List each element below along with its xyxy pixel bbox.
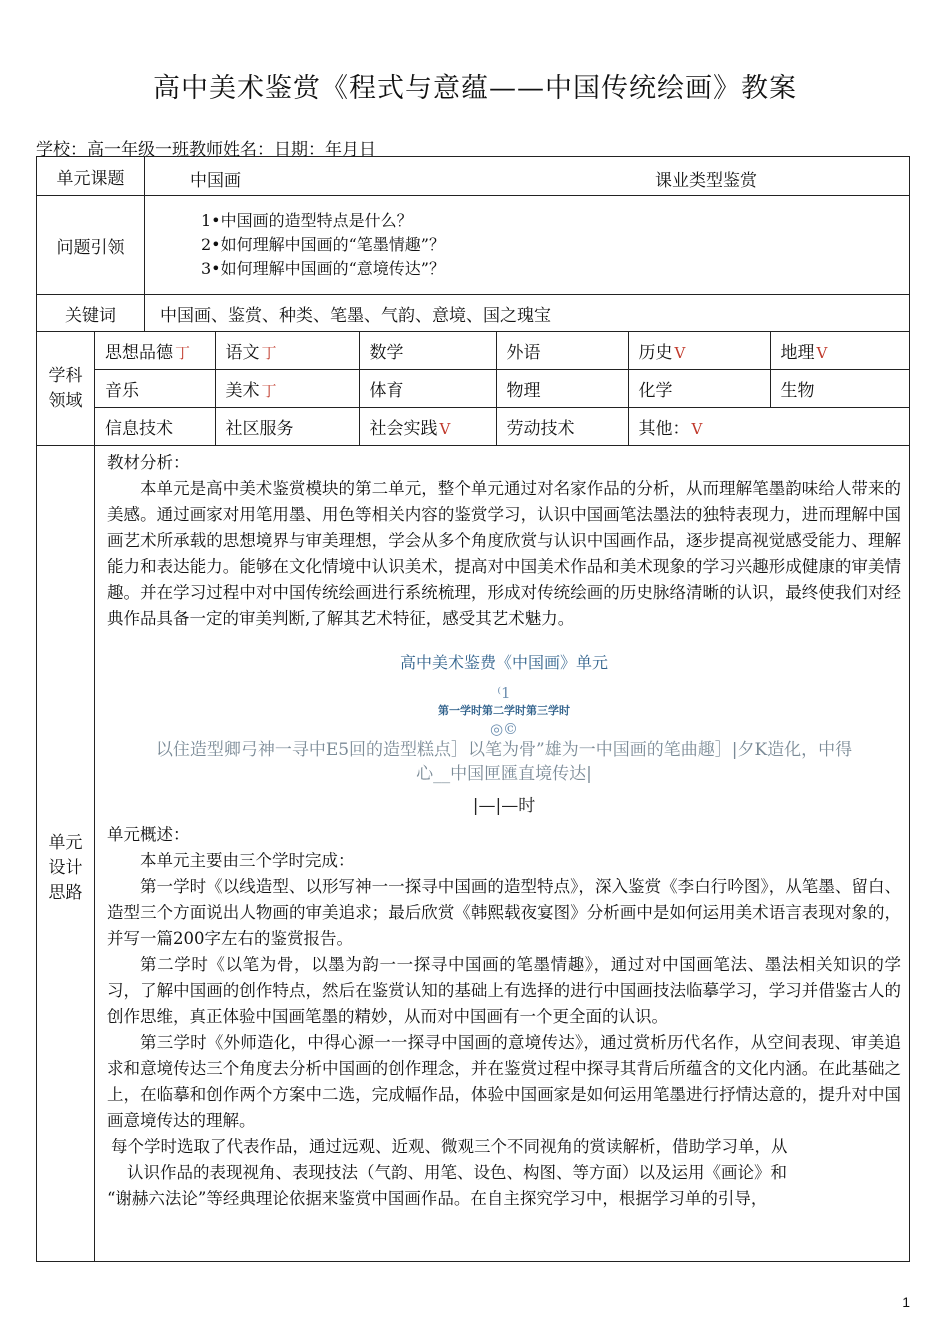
question-item: 3•如何理解中国画的“意境传达”？ — [201, 259, 445, 278]
diagram-lessons: 第一学时第二学时第三学时 — [438, 704, 570, 717]
keywords-row — [37, 295, 910, 332]
subject-cell: 其他： V — [628, 408, 910, 446]
subject-cell: 体育 — [359, 370, 496, 408]
unit-diagram — [107, 650, 901, 818]
subject-cell: 美术 丁 — [215, 370, 359, 408]
overview-heading: 单元概述： — [107, 825, 190, 844]
diagram-mark: ⁽1 — [497, 684, 511, 702]
diagram-mark: ◎© — [489, 720, 519, 738]
subject-grid-row — [95, 332, 910, 370]
subject-cell: 劳动技术 — [496, 408, 628, 446]
final-paragraph-line: 认识作品的表现视角、表现技法（气韵、用笔、设色、构图、等方面）以及运用《画论》和 — [127, 1163, 787, 1182]
subjects-row — [37, 332, 910, 446]
diagram-title: 高中美术鉴费《中国画》单元 — [399, 653, 608, 672]
subjects-label: 学科 领域 — [37, 332, 95, 446]
final-paragraph-line: “谢赫六法论”等经典理论依据来鉴赏中国画作品。在自主探究学习中，根据学习单的引导， — [107, 1189, 768, 1208]
questions-label: 问题引领 — [37, 196, 145, 295]
design-content — [95, 446, 910, 1262]
subjects-grid — [95, 332, 910, 445]
diagram-separator: |—|—时 — [472, 796, 536, 816]
subject-grid-row — [95, 408, 910, 446]
design-row — [37, 446, 910, 1262]
subject-cell: 外语 — [496, 332, 628, 370]
subject-cell: 历史 V — [628, 332, 770, 370]
subject-grid-row — [95, 370, 910, 408]
subject-cell: 物理 — [496, 370, 628, 408]
unit-type: 课业类型鉴赏 — [655, 171, 757, 191]
question-item: 2•如何理解中国画的“笔墨情趣”？ — [201, 235, 445, 254]
subject-cell: 音乐 — [95, 370, 215, 408]
subject-cell: 地理 V — [770, 332, 910, 370]
questions-row — [37, 196, 910, 295]
subject-cell: 语文 丁 — [215, 332, 359, 370]
document-title: 高中美术鉴赏《程式与意蕴——中国传统绘画》教案 — [153, 73, 797, 104]
diagram-line: 以住造型卿弓神一寻中E5回的造型糕点］以笔为骨”雄为一中国画的笔曲趣］|夕K造化，中得 — [155, 740, 853, 760]
unit-value-cell — [145, 157, 910, 196]
lesson-plan-table — [36, 156, 910, 1262]
question-item: 1•中国画的造型特点是什么？ — [201, 211, 413, 230]
page-number: 1 — [902, 1294, 910, 1310]
unit-row — [37, 157, 910, 196]
analysis-heading: 教材分析： — [107, 453, 190, 472]
final-paragraph-line: 每个学时选取了代表作品，通过远观、近观、微观三个不同视角的赏读解析，借助学习单，从 — [111, 1137, 788, 1156]
subject-cell: 信息技术 — [95, 408, 215, 446]
overview-paragraph: 第二学时《以笔为骨，以墨为韵一一探寻中国画的笔墨情趣》，通过对中国画笔法、墨法相关知识的学习，了解中国画的创作特点，然后在鉴赏认知的基础上有选择的进行中国画技法临摹学习，学习并借鉴古人的创作思维，真正体验中国画笔墨的精妙，从而对中国画有一个更全面的认识。 — [107, 955, 901, 1026]
keywords-label: 关键词 — [37, 295, 145, 332]
unit-label: 单元课题 — [37, 157, 145, 196]
questions-list — [145, 196, 910, 295]
subject-cell: 社会实践 V — [359, 408, 496, 446]
subject-cell: 数学 — [359, 332, 496, 370]
unit-value: 中国画 — [190, 171, 241, 191]
diagram-line: 心__中国匣匯直境传达| — [416, 764, 592, 784]
analysis-text: 本单元是高中美术鉴赏模块的第二单元，整个单元通过对名家作品的分析，从而理解笔墨韵味给人带来的美感。通过画家对用笔用墨、用色等相关内容的鉴赏学习，认识中国画笔法墨法的独特表现力，进而理解中国画艺术所承载的思想境界与审美理想，学会从多个角度欣赏与认识中国画作品，逐步提高视觉感受能力、理解能力和表达能力。能够在文化情境中认识美术，提高对中国美术作品和美术现象的学习兴趣形成健康的审美情趣。并在学习过程中对中国传统绘画进行系统梳理，形成对传统绘画的历史脉络清晰的认识，最终使我们对经典作品具备一定的审美判断,了解其艺术特征，感受其艺术魅力。 — [107, 479, 901, 628]
subject-cell: 思想品德 丁 — [95, 332, 215, 370]
subject-cell: 化学 — [628, 370, 770, 408]
subjects-grid-cell — [95, 332, 910, 446]
overview-paragraph: 本单元主要由三个学时完成： — [140, 851, 355, 870]
design-label: 单元 设计 思路 — [37, 446, 95, 1262]
subject-cell: 社区服务 — [215, 408, 359, 446]
keywords-value: 中国画、鉴赏、种类、笔墨、气韵、意境、国之瑰宝 — [145, 295, 910, 332]
overview-paragraph: 第一学时《以线造型、以形写神一一探寻中国画的造型特点》，深入鉴赏《李白行吟图》，从笔墨、留白、造型三个方面说出人物画的审美追求；最后欣赏《韩熙载夜宴图》分析画中是如何运用美术语言表现对象的，并写一篇200字左右的鉴赏报告。 — [107, 877, 901, 948]
overview-paragraph: 第三学时《外师造化，中得心源一一探寻中国画的意境传达》，通过赏析历代名作，从空间表现、审美追求和意境传达三个角度去分析中国画的创作理念，并在鉴赏过程中探寻其背后所蕴含的文化内涵。在此基础之上，在临摹和创作两个方案中二选，完成幅作品，体验中国画家是如何运用笔墨进行抒情达意的，提升对中国画意境传达的理解。 — [107, 1033, 901, 1130]
subject-cell: 生物 — [770, 370, 910, 408]
school-meta-line: 学校：高一年级一班教师姓名：日期：年月日 — [36, 140, 376, 160]
